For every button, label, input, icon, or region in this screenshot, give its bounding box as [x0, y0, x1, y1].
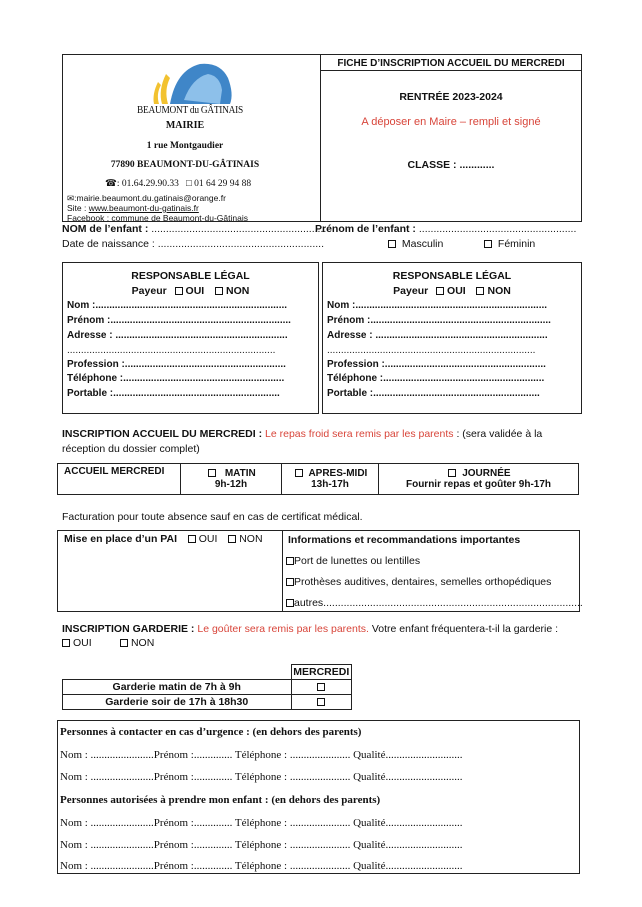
address-line2: 77890 BEAUMONT-DU-GÂTINAIS	[110, 160, 260, 170]
lunettes-label: Port de lunettes ou lentilles	[294, 555, 421, 567]
journee-cell[interactable]	[379, 464, 579, 495]
email-text: :mairie.beaumont.du.gatinais@orange.fr	[74, 193, 226, 203]
address-line1: 1 rue Montgaudier	[146, 141, 224, 151]
child-prenom-line[interactable]	[315, 223, 576, 235]
resp2-payeur-label: Payeur	[393, 285, 429, 297]
inscription-rest2: réception du dossier complet)	[62, 443, 200, 455]
matin-cell[interactable]	[181, 464, 282, 495]
pai-oui-checkbox[interactable]	[188, 535, 196, 543]
header-divider	[320, 54, 321, 222]
autres-checkbox[interactable]	[286, 599, 294, 607]
deposer-note: A déposer en Maire – rempli et signé	[361, 116, 541, 128]
contact-urgence-1[interactable]: Nom : .......................Prénom :.............. Téléphone : ...................... Qualité............................	[60, 749, 463, 761]
resp1-oui-label: OUI	[185, 285, 205, 297]
garderie-oui-checkbox[interactable]	[62, 639, 70, 647]
contact-urgence-2[interactable]: Nom : .......................Prénom :.............. Téléphone : ...................... Qualité............................	[60, 771, 463, 783]
resp1-profession[interactable]: Profession :..........................................................	[67, 359, 286, 370]
contact-autorise-2[interactable]: Nom : .......................Prénom :.............. Téléphone : ...................... Qualité............................	[60, 839, 463, 851]
pai-non-checkbox[interactable]	[228, 535, 236, 543]
resp1-title: RESPONSABLE LÉGAL	[131, 270, 250, 282]
info-opt3[interactable]	[286, 597, 583, 609]
garderie-rest: Votre enfant fréquentera-t-il la garderie :	[368, 623, 559, 635]
contacts-title-urgence: Personnes à contacter en cas d’urgence : (en dehors des parents)	[60, 726, 362, 738]
accueil-label-cell	[58, 464, 181, 495]
phone-icon: ☎	[105, 179, 117, 189]
pai-oui-label: OUI	[198, 533, 218, 545]
fax-number: 01 64 29 94 88	[194, 179, 252, 189]
autres-label: autres.........................................................................................	[294, 597, 583, 609]
journee-hours: Fournir repas et goûter 9h-17h	[405, 479, 552, 490]
garderie-row-matin: Garderie matin de 7h à 9h	[63, 680, 292, 695]
garderie-table	[62, 664, 352, 710]
resp2-adresse[interactable]: Adresse : ..............................................................	[327, 330, 548, 341]
garderie-matin-cell[interactable]	[291, 680, 352, 695]
protheses-label: Prothèses auditives, dentaires, semelles orthopédiques	[294, 576, 552, 588]
journee-checkbox[interactable]	[448, 469, 456, 477]
resp2-adresse2[interactable]: ...........................................................................	[327, 345, 536, 356]
sexe-masculin[interactable]	[386, 238, 443, 250]
resp2-title: RESPONSABLE LÉGAL	[392, 270, 512, 282]
inscription-text	[62, 428, 542, 440]
accueil-table	[57, 463, 579, 495]
mercredi-header: MERCREDI	[291, 665, 352, 680]
resp2-telephone[interactable]: Téléphone :..........................................................	[327, 373, 545, 384]
contact-autorise-1[interactable]: Nom : .......................Prénom :.............. Téléphone : ...................... Qualité............................	[60, 817, 463, 829]
pai-non-label: NON	[239, 533, 263, 545]
facebook-line: Facebook : commune de Beaumont-du-Gâtinais	[67, 213, 248, 223]
resp2-oui-checkbox[interactable]	[436, 287, 444, 295]
apres-label: APRES-MIDI	[308, 468, 368, 479]
facturation-note: Facturation pour toute absence sauf en cas de certificat médical.	[62, 511, 363, 523]
mail-icon: ✉	[67, 193, 75, 203]
garderie-matin-checkbox[interactable]	[317, 683, 325, 691]
matin-checkbox[interactable]	[208, 469, 216, 477]
site-label: Site :	[67, 203, 89, 213]
contacts-title-autorisees: Personnes autorisées à prendre mon enfant : (en dehors des parents)	[60, 794, 381, 806]
site-link[interactable]: www.beaumont-du-gatinais.fr	[88, 203, 199, 213]
classe-field[interactable]: CLASSE : ............	[407, 159, 495, 171]
resp2-non-label: NON	[487, 285, 511, 297]
garderie-oui-label: OUI	[73, 637, 92, 649]
resp1-non-label: NON	[225, 285, 250, 297]
resp2-prenom[interactable]: Prénom :.................................................................	[327, 315, 551, 326]
lunettes-checkbox[interactable]	[286, 557, 294, 565]
phone-number: : 01.64.29.90.33	[116, 179, 179, 189]
resp2-profession[interactable]: Profession :..........................................................	[327, 359, 546, 370]
resp1-adresse[interactable]: Adresse : ..............................................................	[67, 330, 288, 341]
feminin-checkbox[interactable]	[484, 240, 492, 248]
resp2-oui-label: OUI	[447, 285, 466, 297]
matin-label: MATIN	[224, 468, 256, 479]
resp1-nom[interactable]: Nom :.....................................................................	[67, 300, 288, 311]
resp1-payeur-label: Payeur	[131, 285, 167, 297]
phone-line	[105, 178, 251, 189]
fax-icon: □	[185, 179, 192, 189]
apres-hours: 13h-17h	[311, 479, 349, 490]
resp2-nom[interactable]: Nom :.....................................................................	[327, 300, 548, 311]
info-opt1[interactable]	[286, 555, 420, 567]
child-nom-label: NOM de l’enfant :	[62, 223, 149, 235]
resp1-non-checkbox[interactable]	[215, 287, 223, 295]
garderie-text	[62, 623, 558, 635]
sexe-feminin[interactable]	[482, 238, 535, 250]
garderie-red: Le goûter sera remis par les parents.	[197, 623, 369, 635]
resp1-prenom[interactable]: Prénom :.................................................................	[67, 315, 291, 326]
garderie-non-label: NON	[130, 637, 155, 649]
garderie-non-checkbox[interactable]	[120, 639, 128, 647]
form-title: FICHE D’INSCRIPTION ACCUEIL DU MERCREDI	[337, 58, 565, 69]
rentree-label: RENTRÉE 2023-2024	[399, 91, 503, 103]
garderie-empty-cell	[63, 665, 292, 680]
garderie-soir-checkbox[interactable]	[317, 698, 325, 706]
child-prenom-label: Prénom de l’enfant :	[315, 223, 416, 235]
resp1-payeur	[62, 285, 319, 297]
resp1-telephone[interactable]: Téléphone :..........................................................	[67, 373, 285, 384]
site-line	[67, 203, 199, 213]
masculin-label: Masculin	[401, 238, 444, 250]
apres-checkbox[interactable]	[295, 469, 303, 477]
info-opt2[interactable]	[286, 576, 551, 588]
inscription-rest1: : (sera validée à la	[453, 428, 543, 440]
pai-divider	[282, 530, 283, 612]
garderie-ouinon	[60, 637, 154, 649]
masculin-checkbox[interactable]	[388, 240, 396, 248]
resp2-payeur	[322, 285, 582, 297]
garderie-soir-cell[interactable]	[291, 695, 352, 710]
child-naissance[interactable]: Date de naissance : .........................................................	[62, 238, 325, 250]
resp1-oui-checkbox[interactable]	[175, 287, 183, 295]
info-title: Informations et recommandations importantes	[288, 534, 521, 546]
child-nom-line[interactable]	[62, 223, 326, 235]
inscription-red: Le repas froid sera remis par les parents	[265, 428, 454, 440]
child-prenom-dots: ......................................................	[415, 223, 577, 235]
matin-hours: 9h-12h	[214, 479, 248, 490]
logo-text: BEAUMONT du GÂTINAIS	[137, 104, 243, 116]
mairie-logo	[140, 60, 240, 106]
feminin-label: Féminin	[497, 238, 536, 250]
apres-cell[interactable]	[282, 464, 379, 495]
garderie-label: INSCRIPTION GARDERIE :	[62, 623, 195, 635]
journee-label: JOURNÉE	[462, 468, 511, 479]
resp1-adresse2[interactable]: ...........................................................................	[67, 345, 276, 356]
resp2-non-checkbox[interactable]	[476, 287, 484, 295]
pai-line	[64, 533, 263, 545]
pai-label: Mise en place d’un PAI	[64, 533, 177, 545]
protheses-checkbox[interactable]	[286, 578, 294, 586]
inscription-label: INSCRIPTION ACCUEIL DU MERCREDI :	[62, 428, 263, 440]
title-underline	[320, 70, 582, 71]
contact-autorise-3[interactable]: Nom : .......................Prénom :.............. Téléphone : ...................... Qualité............................	[60, 860, 463, 872]
resp1-portable[interactable]: Portable :............................................................	[67, 388, 280, 399]
child-nom-dots: ............................................................	[148, 223, 327, 235]
garderie-row-soir: Garderie soir de 17h à 18h30	[63, 695, 292, 710]
accueil-label: ACCUEIL MERCREDI	[64, 466, 165, 477]
mairie-label: MAIRIE	[165, 120, 205, 131]
resp2-portable[interactable]: Portable :............................................................	[327, 388, 540, 399]
